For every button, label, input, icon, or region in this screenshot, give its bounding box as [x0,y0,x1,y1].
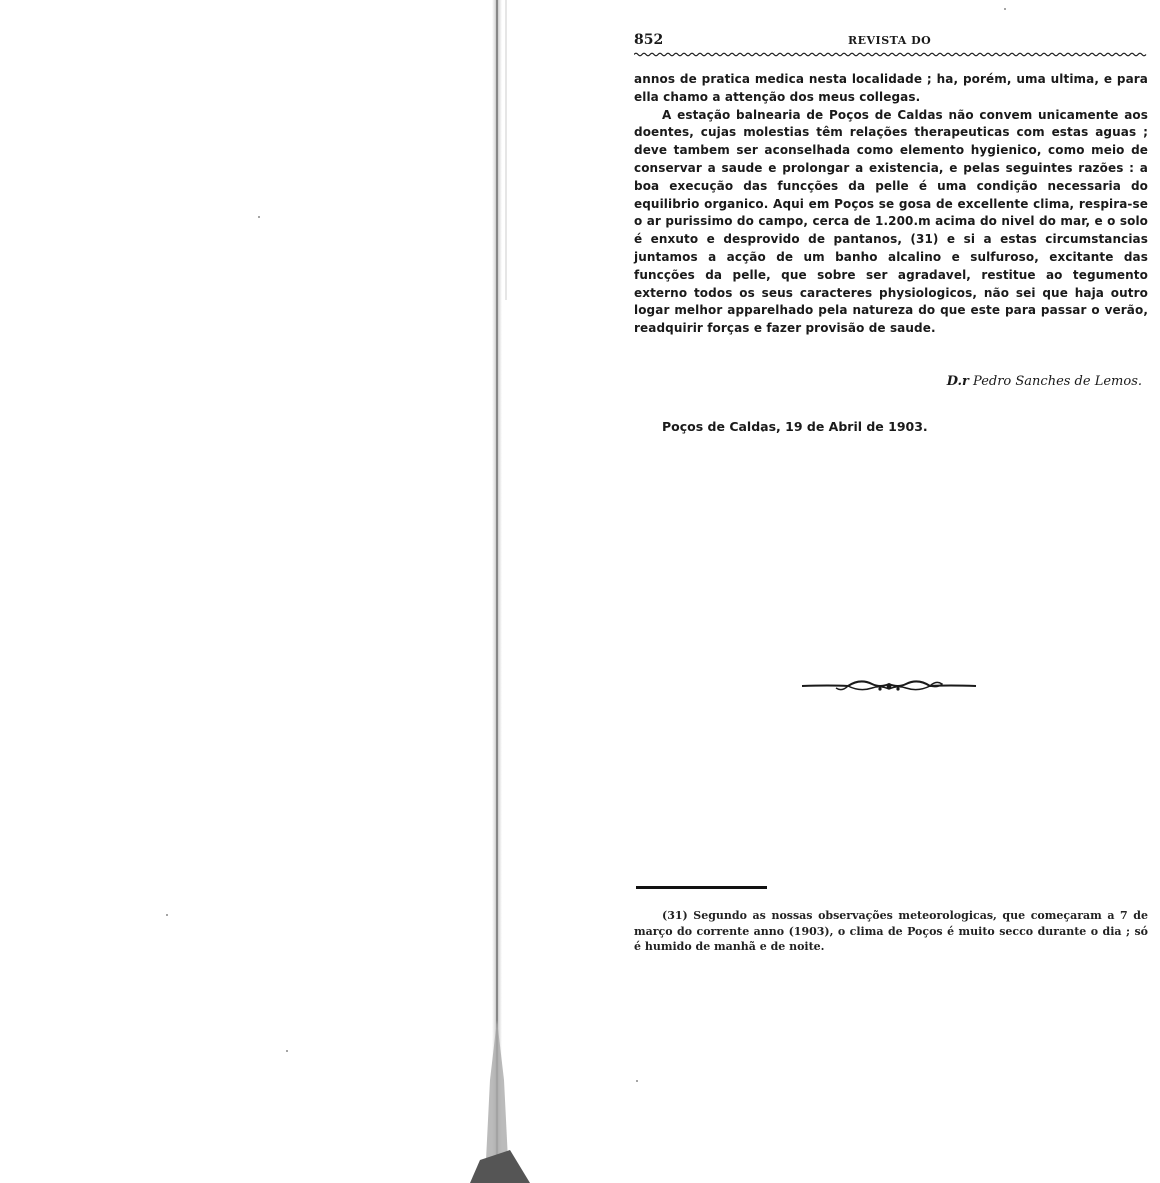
ornament-divider [800,676,978,696]
scan-speck [286,1050,288,1052]
book-page [634,30,1148,434]
footnote-rule [636,886,767,889]
page-number: 852 [634,32,664,48]
author-signature [634,374,1148,389]
running-head [634,30,1148,52]
scan-speck [166,914,168,916]
scan-speck [636,1080,638,1082]
scan-speck [258,216,260,218]
footnote: (31) Segundo as nossas observações meteorologicas, que começaram a 7 de março do corrente anno (1903), o clima de Poços é muito secco durante o dia ; só é humido de manhã e de noite. [634,909,1148,953]
article-body [634,71,1148,338]
author-title: D.r [946,373,969,389]
dateline: Poços de Caldas, 19 de Abril de 1903. [662,418,928,434]
paragraph: annos de pratica medica nesta localidade ; ha, porém, uma ultima, e para ella chamo a attenção dos meus collegas. [634,72,1148,104]
author-name: Pedro Sanches de Lemos. [973,373,1142,389]
header-wavy-rule [634,52,1148,57]
running-title: REVISTA DO [848,34,932,47]
paragraph: A estação balnearia de Poços de Caldas não convem unicamente aos doentes, cujas molestias têm relações therapeuticas com estas aguas ; deve tambem ser aconselhada como elemento hygienico, como meio de conservar a saude e prolongar a existencia, e pelas seguintes razões : a boa execução das funcções da pelle é uma condição necessaria do equilibrio organico. Aqui em Poços se gosa de excellente clima, respira-se o ar purissimo do campo, cerca de 1.200.m acima do nivel do mar, e o solo é enxuto e desprovido de pantanos, (31) e si a estas circumstancias juntamos a acção de um banho alcalino e sulfuroso, excitante das funcções da pelle, que sobre ser agradavel, restitue ao tegumento externo todos os seus caracteres physiologicos, não sei que haja outro logar melhor apparelhado pela natureza do que este para passar o verão, readquirir forças e fazer provisão de saude. [634,107,1148,336]
scan-speck [1004,8,1006,10]
book-gutter [470,0,530,1183]
